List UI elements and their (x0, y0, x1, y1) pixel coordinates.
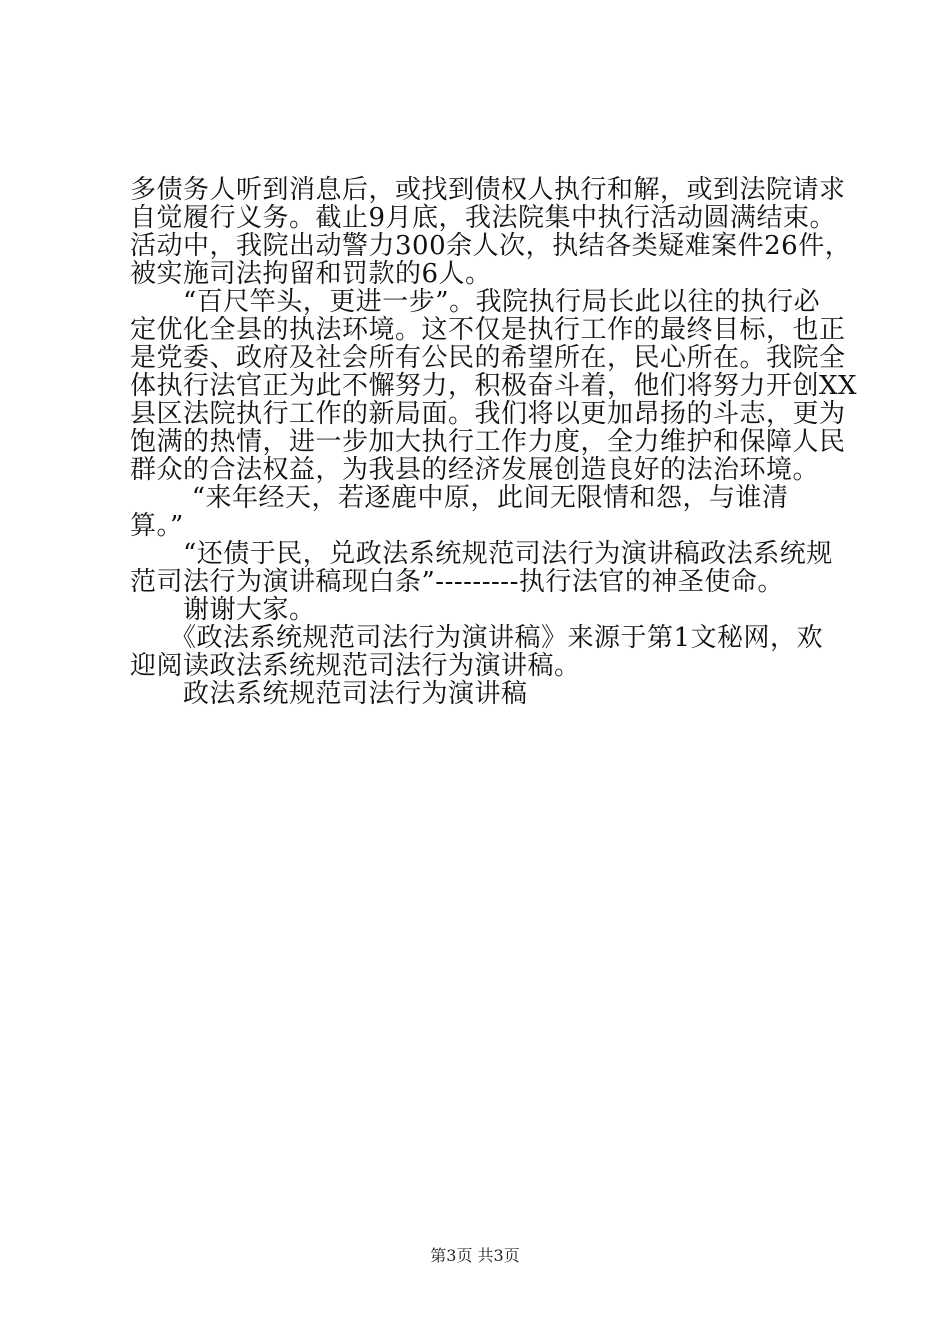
text-line: 范司法行为演讲稿现白条”---------执行法官的神圣使命。 (130, 567, 784, 597)
text-line: 迎阅读政法系统规范司法行为演讲稿。 (130, 651, 581, 681)
text-line: “百尺竿头，更进一步”。我院执行局长此以往的执行必 (130, 287, 821, 317)
text-line: 政法系统规范司法行为演讲稿 (130, 679, 528, 709)
text-line: 《政法系统规范司法行为演讲稿》来源于第1文秘网，欢 (130, 623, 824, 653)
text-line: 多债务人听到消息后，或找到债权人执行和解，或到法院请求 (130, 175, 846, 205)
text-line: 定优化全县的执法环境。这不仅是执行工作的最终目标，也正 (130, 315, 846, 345)
text-line: “来年经天，若逐鹿中原，此间无限情和怨，与谁清 (130, 483, 789, 513)
text-line: 饱满的热情，进一步加大执行工作力度，全力维护和保障人民 (130, 427, 846, 457)
text-line: 自觉履行义务。截止9月底，我法院集中执行活动圆满结束。 (130, 203, 837, 233)
text-line: 群众的合法权益，为我县的经济发展创造良好的法治环境。 (130, 455, 820, 485)
text-line: 体执行法官正为此不懈努力，积极奋斗着，他们将努力开创XX (130, 371, 858, 401)
text-line: 是党委、政府及社会所有公民的希望所在，民心所在。我院全 (130, 343, 846, 373)
text-line: 谢谢大家。 (130, 595, 316, 625)
document-body (130, 175, 858, 709)
text-line: 算。” (130, 511, 184, 541)
page-footer: 第3页 共3页 (430, 1246, 520, 1265)
text-line: 被实施司法拘留和罚款的6人。 (130, 259, 492, 289)
text-line: 县区法院执行工作的新局面。我们将以更加昂扬的斗志，更为 (130, 399, 846, 429)
text-line: “还债于民，兑政法系统规范司法行为演讲稿政法系统规 (130, 539, 833, 569)
text-line: 活动中，我院出动警力300余人次，执结各类疑难案件26件， (130, 231, 852, 261)
